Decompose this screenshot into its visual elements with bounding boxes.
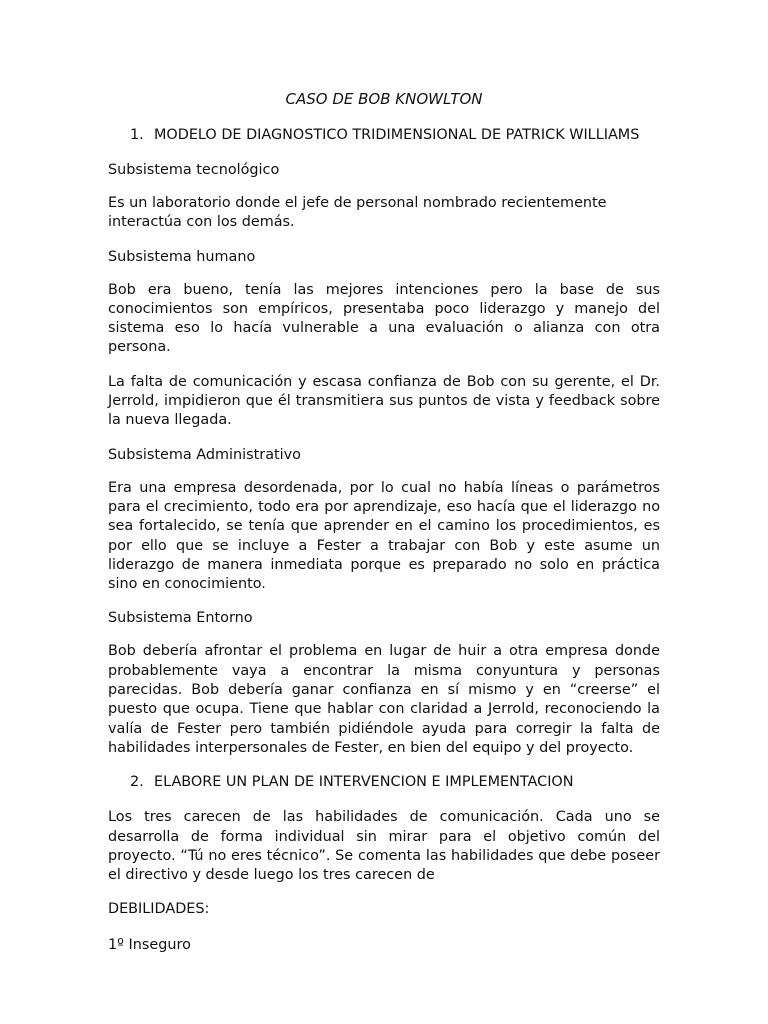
debilidad-item-1: 1º Inseguro <box>108 936 191 953</box>
section-2-number: 2. <box>130 774 144 791</box>
paragraph-administrativo: Era una empresa desordenada, por lo cual no había líneas o parámetros para el crecimiento, todo era por aprendizaje, eso hacía que el liderazgo no sea fortalecido, se tenía que aprender en el camino los procedimientos, es por ello que se incluye a Fester a trabajar con Bob y este asume un liderazgo de manera inmediata porque es preparado no solo en práctica sino en conocimiento. <box>108 479 660 593</box>
section-2-heading <box>108 773 660 792</box>
debilidades-label: DEBILIDADES: <box>108 901 210 918</box>
section-1-title: MODELO DE DIAGNOSTICO TRIDIMENSIONAL DE PATRICK WILLIAMS <box>154 127 640 143</box>
paragraph-intervencion: Los tres carecen de las habilidades de comunicación. Cada uno se desarrolla de forma individual sin mirar para el objetivo común del proyecto. “Tú no eres técnico”. Se comenta las habilidades que debe poseer el directivo y desde luego los tres carecen de <box>108 809 660 884</box>
subheading-humano: Subsistema humano <box>108 248 256 265</box>
section-1-heading <box>108 126 660 145</box>
section-2-title: ELABORE UN PLAN DE INTERVENCION E IMPLEMENTACION <box>154 774 574 791</box>
paragraph-humano-2: La falta de comunicación y escasa confianza de Bob con su gerente, el Dr. Jerrold, impidieron que él transmitiera sus puntos de vista y feedback sobre la nueva llegada. <box>108 373 660 429</box>
document-title: CASO DE BOB KNOWLTON <box>285 90 483 108</box>
paragraph-humano-1: Bob era bueno, tenía las mejores intenciones pero la base de sus conocimientos son empíricos, presentaba poco liderazgo y manejo del sistema eso lo hacía vulnerable a una evaluación o alianza con otra persona. <box>108 281 660 356</box>
paragraph-entorno: Bob debería afrontar el problema en lugar de huir a otra empresa donde probablemente vaya a encontrar la misma conyuntura y personas parecidas. Bob debería ganar confianza en sí mismo y en “creerse” el puesto que ocupa. Tiene que hablar con claridad a Jerrold, reconociendo la valía de Fester pero también pidiéndole ayuda para corregir la falta de habilidades interpersonales de Fester, en bien del equipo y del proyecto. <box>108 643 660 756</box>
subheading-administrativo: Subsistema Administrativo <box>108 446 301 463</box>
paragraph-tecnologico: Es un laboratorio donde el jefe de personal nombrado recientemente interactúa con los demás. <box>108 195 607 231</box>
subheading-entorno: Subsistema Entorno <box>108 610 253 627</box>
section-1-number: 1. <box>130 127 144 143</box>
subheading-tecnologico: Subsistema tecnológico <box>108 162 280 178</box>
